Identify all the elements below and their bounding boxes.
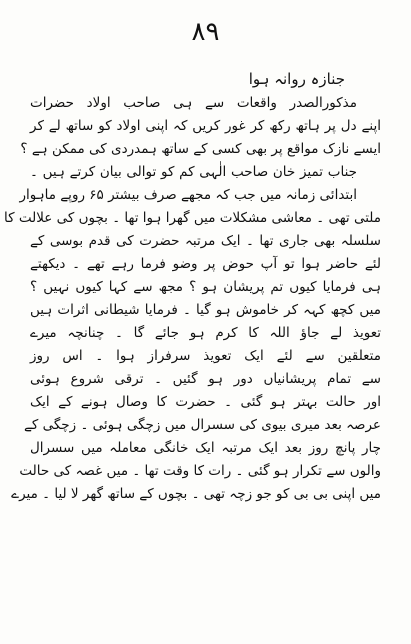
text-line: سلسلہ بھی جاری تھا ۔ ایک مرتبہ حضرت کی قدم بوسی کے: [30, 233, 381, 249]
text-line: ملتی تھی ۔ معاشی مشکلات میں گھرا ہوا تھا ۔ بچوں کی علالت کا: [4, 210, 381, 226]
text-line: تعویذ لے جاؤ اللہ کا کرم ہو جائے گا ۔ چنانچہ میرے: [30, 325, 381, 341]
text-line: اپنے دل پر ہاتھ رکھ کر غور کریں کہ اپنی اولاد کو ساتھ لے کر: [30, 118, 381, 134]
body-text: [4, 92, 381, 506]
text-line: ہی فرمایا کیوں تم پریشان ہو ؟ مجھ سے کہا کیوں نہیں ؟: [30, 279, 381, 295]
text-line: مذکورالصدر واقعات سے ہی صاحب اولاد حضرات: [30, 95, 357, 111]
text-line: جناب تمیز خان صاحب الٰہی کم کو توالی بیان کرتے ہیں ۔: [30, 164, 357, 180]
text-line: چار پانچ روز بعد ایک مرتبہ ایک خانگی معاملہ میں سسرال: [30, 440, 381, 456]
text-line: میں اپنی بی بی کو جو زچہ تھی ۔ بچوں کے ساتھ گھر لا لیا ۔ میرے: [11, 486, 381, 502]
text-line: والوں سے تکرار ہو گئی ۔ رات کا وقت تھا ۔ میں غصہ کی حالت: [19, 463, 381, 479]
text-line: میں کچھ کہہ کر خاموش ہو گیا ۔ فرمایا شیطانی اثرات ہیں: [30, 302, 381, 318]
text-line: سے تمام پریشانیاں دور ہو گئیں ۔ ترقی شروع ہوئی: [30, 371, 381, 387]
section-heading: جنازہ روانہ ہوا: [248, 70, 345, 88]
text-line: اور حالت بہتر ہو گئی ۔ حضرت کا وصال ہونے کے ایک: [30, 394, 381, 410]
text-line: لئے حاضر ہوا تو آپ حوض پر وضو فرما رہے تھے ۔ دیکھتے: [30, 256, 381, 272]
text-line: ابتدائی زمانہ میں جب کہ مجھے صرف بیشتر ۶۵ روپے ماہوار: [19, 187, 357, 203]
text-line: ایسے نازک مواقع پر بھی کسی کے ساتھ ہمدردی کی ممکن ہے ؟: [20, 141, 381, 157]
text-line: متعلقین سے لئے ایک تعویذ سرفراز ہوا ۔ اس روز: [30, 348, 381, 364]
text-line: عرصہ بعد میری بیوی کی سسرال میں زچگی ہوئی ۔ زچگی کے: [23, 417, 381, 433]
page-number: ۸۹: [191, 17, 220, 47]
